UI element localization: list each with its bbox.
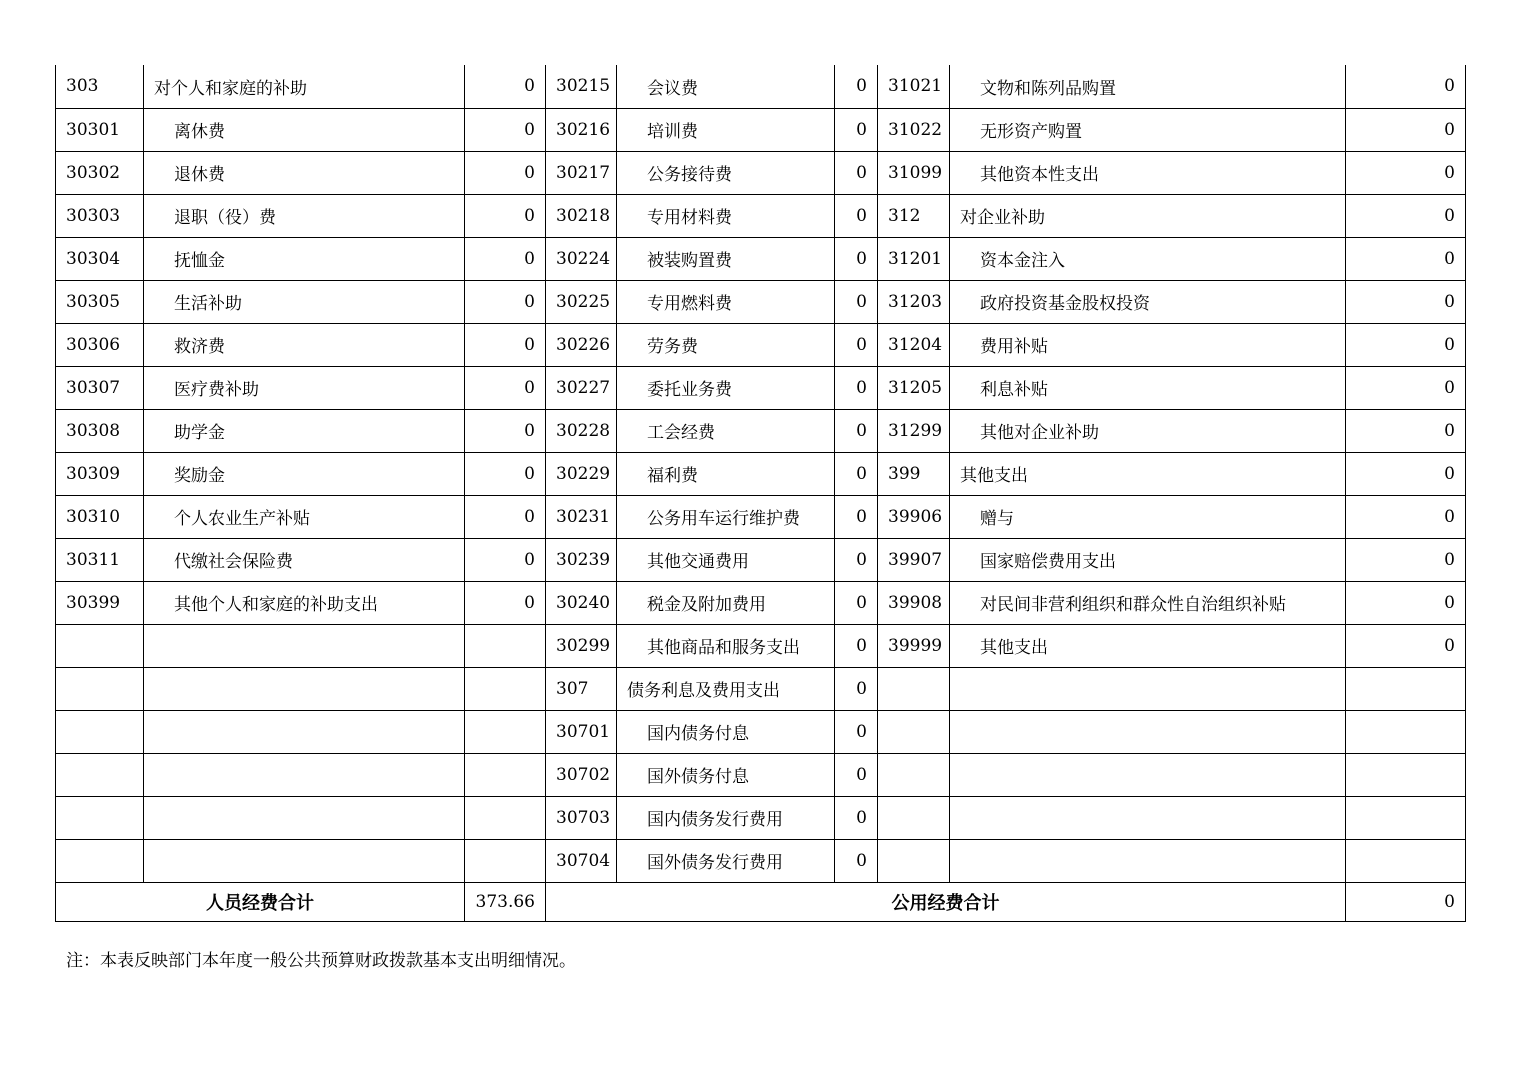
item-code: 30231 (546, 495, 617, 538)
item-name: 劳务费 (617, 323, 835, 366)
item-code (56, 710, 144, 753)
item-code: 30311 (56, 538, 144, 581)
item-code: 31021 (878, 65, 950, 108)
item-code (56, 796, 144, 839)
table-body (56, 65, 1466, 882)
personnel-total-label: 人员经费合计 (56, 882, 465, 921)
item-code: 30303 (56, 194, 144, 237)
item-amount: 0 (465, 409, 546, 452)
item-code: 39906 (878, 495, 950, 538)
item-name: 福利费 (617, 452, 835, 495)
item-name: 对民间非营利组织和群众性自治组织补贴 (950, 581, 1346, 624)
table-row (56, 108, 1466, 151)
item-code (878, 796, 950, 839)
expenditure-detail-table (55, 65, 1466, 922)
item-amount: 0 (1346, 65, 1466, 108)
table-note: 注：本表反映部门本年度一般公共预算财政拨款基本支出明细情况。 (66, 951, 576, 971)
table-row (56, 581, 1466, 624)
item-code: 30703 (546, 796, 617, 839)
item-amount: 0 (465, 452, 546, 495)
item-code: 30240 (546, 581, 617, 624)
table-row (56, 495, 1466, 538)
totals-row (56, 882, 1466, 921)
item-code: 31099 (878, 151, 950, 194)
item-code: 30218 (546, 194, 617, 237)
item-name: 会议费 (617, 65, 835, 108)
item-amount: 0 (1346, 237, 1466, 280)
public-total-value: 0 (1346, 882, 1466, 921)
item-amount: 0 (835, 108, 878, 151)
item-code (56, 667, 144, 710)
item-code: 30299 (546, 624, 617, 667)
item-code: 30309 (56, 452, 144, 495)
item-code (878, 710, 950, 753)
item-name: 国内债务付息 (617, 710, 835, 753)
item-code: 30229 (546, 452, 617, 495)
table-row (56, 710, 1466, 753)
item-code: 30226 (546, 323, 617, 366)
item-code: 30310 (56, 495, 144, 538)
item-amount (465, 796, 546, 839)
item-amount (465, 667, 546, 710)
item-name: 代缴社会保险费 (144, 538, 465, 581)
item-name: 培训费 (617, 108, 835, 151)
table-row (56, 538, 1466, 581)
item-amount (1346, 667, 1466, 710)
item-code (56, 624, 144, 667)
item-name: 其他交通费用 (617, 538, 835, 581)
item-code: 39907 (878, 538, 950, 581)
item-code: 312 (878, 194, 950, 237)
item-amount: 0 (835, 667, 878, 710)
item-amount: 0 (835, 538, 878, 581)
item-name: 公务用车运行维护费 (617, 495, 835, 538)
item-name: 委托业务费 (617, 366, 835, 409)
personnel-total-value: 373.66 (465, 882, 546, 921)
item-amount: 0 (835, 753, 878, 796)
table-row (56, 237, 1466, 280)
item-code: 31022 (878, 108, 950, 151)
item-amount (1346, 710, 1466, 753)
item-name (144, 796, 465, 839)
item-name (950, 839, 1346, 882)
item-amount: 0 (1346, 366, 1466, 409)
table-row (56, 839, 1466, 882)
item-amount: 0 (835, 624, 878, 667)
item-name: 退休费 (144, 151, 465, 194)
item-code: 30239 (546, 538, 617, 581)
item-amount: 0 (1346, 323, 1466, 366)
item-name: 对个人和家庭的补助 (144, 65, 465, 108)
item-amount: 0 (835, 839, 878, 882)
item-amount: 0 (835, 452, 878, 495)
item-name (950, 710, 1346, 753)
item-code (56, 753, 144, 796)
item-amount (1346, 753, 1466, 796)
item-name: 医疗费补助 (144, 366, 465, 409)
item-amount: 0 (465, 65, 546, 108)
table-row (56, 753, 1466, 796)
item-code (56, 839, 144, 882)
item-amount: 0 (835, 495, 878, 538)
item-code: 30225 (546, 280, 617, 323)
item-code: 30216 (546, 108, 617, 151)
item-code: 30227 (546, 366, 617, 409)
item-amount: 0 (835, 366, 878, 409)
item-amount: 0 (465, 366, 546, 409)
item-amount: 0 (1346, 280, 1466, 323)
item-code: 303 (56, 65, 144, 108)
item-amount: 0 (1346, 194, 1466, 237)
item-name: 无形资产购置 (950, 108, 1346, 151)
item-amount: 0 (465, 280, 546, 323)
item-amount: 0 (835, 194, 878, 237)
item-amount: 0 (835, 409, 878, 452)
item-name: 退职（役）费 (144, 194, 465, 237)
item-amount: 0 (1346, 151, 1466, 194)
item-name: 国内债务发行费用 (617, 796, 835, 839)
item-name: 资本金注入 (950, 237, 1346, 280)
item-amount: 0 (835, 710, 878, 753)
item-name: 救济费 (144, 323, 465, 366)
item-amount: 0 (465, 108, 546, 151)
item-name (144, 710, 465, 753)
item-name: 其他支出 (950, 624, 1346, 667)
item-name: 国家赔偿费用支出 (950, 538, 1346, 581)
item-name (950, 796, 1346, 839)
item-amount: 0 (1346, 538, 1466, 581)
item-code: 30217 (546, 151, 617, 194)
item-code: 30704 (546, 839, 617, 882)
item-amount: 0 (835, 65, 878, 108)
item-code: 31205 (878, 366, 950, 409)
item-amount (1346, 839, 1466, 882)
item-code (878, 839, 950, 882)
item-name: 文物和陈列品购置 (950, 65, 1346, 108)
item-name: 国外债务发行费用 (617, 839, 835, 882)
item-amount: 0 (465, 538, 546, 581)
item-amount: 0 (465, 581, 546, 624)
item-amount (465, 710, 546, 753)
item-name: 费用补贴 (950, 323, 1346, 366)
item-code: 30228 (546, 409, 617, 452)
item-amount (465, 753, 546, 796)
item-amount (1346, 796, 1466, 839)
item-name: 债务利息及费用支出 (617, 667, 835, 710)
item-code: 30302 (56, 151, 144, 194)
table-row (56, 323, 1466, 366)
item-name: 专用材料费 (617, 194, 835, 237)
table-row (56, 409, 1466, 452)
table-row (56, 796, 1466, 839)
item-name: 对企业补助 (950, 194, 1346, 237)
item-name: 国外债务付息 (617, 753, 835, 796)
item-code: 399 (878, 452, 950, 495)
item-amount: 0 (1346, 624, 1466, 667)
item-name (144, 667, 465, 710)
item-code: 39908 (878, 581, 950, 624)
item-name: 其他对企业补助 (950, 409, 1346, 452)
item-name: 赠与 (950, 495, 1346, 538)
item-amount: 0 (1346, 495, 1466, 538)
table-row (56, 366, 1466, 409)
table-row (56, 280, 1466, 323)
item-code: 31203 (878, 280, 950, 323)
item-name (144, 839, 465, 882)
item-code: 30304 (56, 237, 144, 280)
item-name: 其他商品和服务支出 (617, 624, 835, 667)
item-amount: 0 (1346, 581, 1466, 624)
item-amount: 0 (835, 323, 878, 366)
item-amount: 0 (1346, 108, 1466, 151)
item-name: 个人农业生产补贴 (144, 495, 465, 538)
item-amount: 0 (835, 280, 878, 323)
table-row (56, 667, 1466, 710)
item-amount (465, 624, 546, 667)
table-row (56, 194, 1466, 237)
item-amount: 0 (835, 796, 878, 839)
item-name: 生活补助 (144, 280, 465, 323)
item-amount: 0 (1346, 452, 1466, 495)
item-name: 税金及附加费用 (617, 581, 835, 624)
item-code: 30399 (56, 581, 144, 624)
item-name (144, 753, 465, 796)
item-code: 30306 (56, 323, 144, 366)
item-amount: 0 (465, 194, 546, 237)
item-amount: 0 (465, 237, 546, 280)
public-total-label: 公用经费合计 (546, 882, 1346, 921)
item-name: 被装购置费 (617, 237, 835, 280)
item-amount: 0 (835, 237, 878, 280)
item-name: 奖励金 (144, 452, 465, 495)
item-code: 31201 (878, 237, 950, 280)
item-code: 31299 (878, 409, 950, 452)
item-name: 其他支出 (950, 452, 1346, 495)
item-code: 30215 (546, 65, 617, 108)
item-name: 公务接待费 (617, 151, 835, 194)
item-amount: 0 (465, 323, 546, 366)
table-row (56, 452, 1466, 495)
item-amount: 0 (1346, 409, 1466, 452)
item-name: 助学金 (144, 409, 465, 452)
item-name (950, 667, 1346, 710)
item-amount: 0 (835, 581, 878, 624)
item-code: 39999 (878, 624, 950, 667)
item-name: 利息补贴 (950, 366, 1346, 409)
item-code: 30701 (546, 710, 617, 753)
item-code: 31204 (878, 323, 950, 366)
table-row (56, 151, 1466, 194)
item-name: 工会经费 (617, 409, 835, 452)
item-name: 抚恤金 (144, 237, 465, 280)
item-amount (465, 839, 546, 882)
item-code: 30308 (56, 409, 144, 452)
item-name: 政府投资基金股权投资 (950, 280, 1346, 323)
item-code (878, 753, 950, 796)
item-code: 30224 (546, 237, 617, 280)
item-amount: 0 (465, 495, 546, 538)
item-amount: 0 (835, 151, 878, 194)
item-code: 30702 (546, 753, 617, 796)
table-row (56, 624, 1466, 667)
item-code: 30301 (56, 108, 144, 151)
item-name: 专用燃料费 (617, 280, 835, 323)
item-name: 离休费 (144, 108, 465, 151)
expenditure-table-wrapper (55, 65, 1465, 922)
item-amount: 0 (465, 151, 546, 194)
item-code (878, 667, 950, 710)
item-name: 其他个人和家庭的补助支出 (144, 581, 465, 624)
item-code: 307 (546, 667, 617, 710)
item-code: 30305 (56, 280, 144, 323)
item-code: 30307 (56, 366, 144, 409)
item-name: 其他资本性支出 (950, 151, 1346, 194)
item-name (144, 624, 465, 667)
item-name (950, 753, 1346, 796)
table-row (56, 65, 1466, 108)
